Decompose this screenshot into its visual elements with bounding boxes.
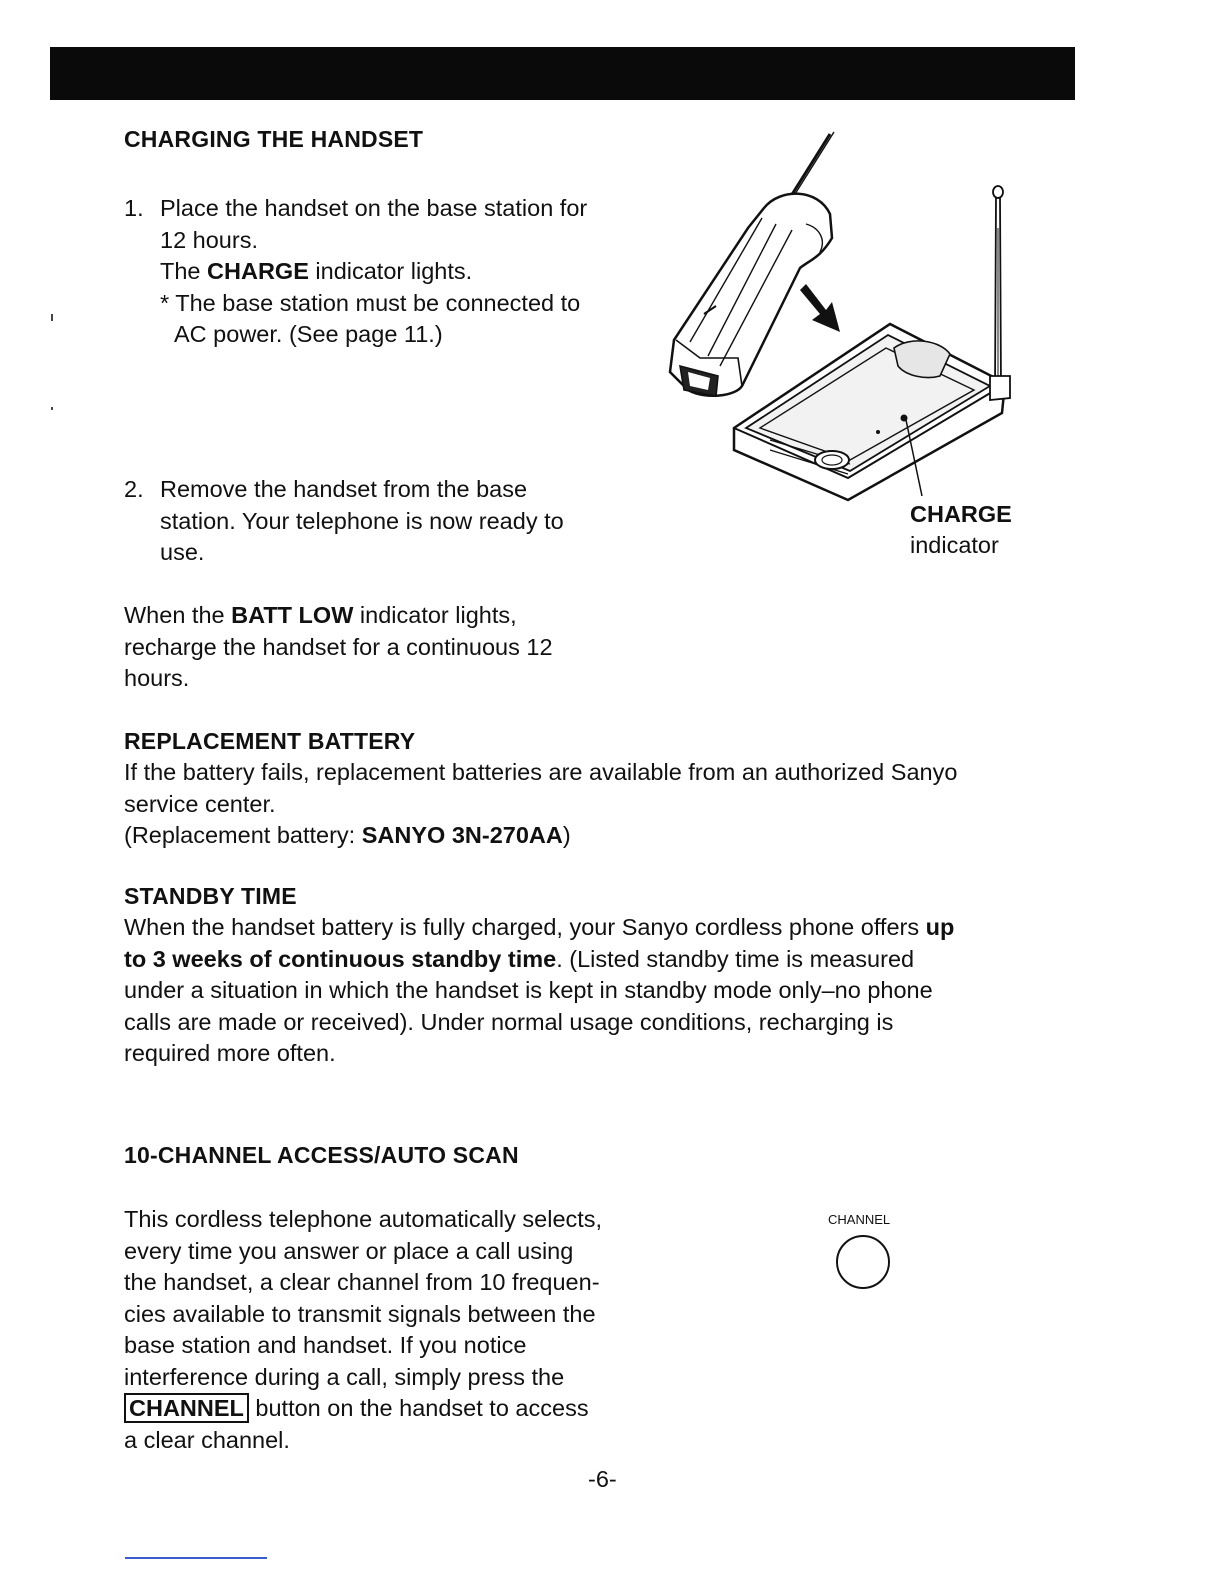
channel-paragraph	[124, 1204, 602, 1456]
scan-mark	[51, 407, 53, 410]
footer-rule	[125, 1557, 267, 1559]
standby-line: under a situation in which the handset is kept in standby mode only–no phone	[124, 977, 933, 1003]
text-fragment: )	[562, 822, 571, 848]
text-fragment: When the	[124, 602, 232, 628]
channel-line	[124, 1393, 602, 1425]
bold-term: up	[925, 914, 955, 940]
step-2-text	[160, 474, 564, 569]
step-1-note: AC power. (See page 11.)	[174, 321, 443, 347]
standby-line	[124, 912, 954, 944]
scan-mark	[51, 314, 53, 321]
batt-low-line	[124, 600, 553, 632]
channel-line: interference during a call, simply press the	[124, 1363, 565, 1390]
batt-low-line: recharge the handset for a continuous 12	[124, 633, 553, 660]
step-2-line: station. Your telephone is now ready to	[160, 507, 564, 534]
bold-term: SANYO 3N-270AA	[361, 822, 563, 848]
step-2-line: use.	[160, 539, 205, 565]
placement-arrow	[800, 284, 840, 332]
step-1-line: Place the handset on the base station for	[160, 195, 588, 221]
step-1-line	[160, 256, 587, 288]
channel-button-icon	[836, 1235, 890, 1289]
channel-line: a clear channel.	[124, 1426, 290, 1453]
text-fragment: . (Listed standby time is measured	[556, 945, 915, 972]
step-1-line: 12 hours.	[160, 226, 258, 253]
channel-line: cies available to transmit signals between the	[124, 1300, 596, 1327]
section-heading-charging: CHARGING THE HANDSET	[124, 126, 424, 152]
replacement-line: service center.	[124, 790, 276, 817]
channel-line: base station and handset. If you notice	[124, 1332, 527, 1358]
channel-button-label: CHANNEL	[828, 1212, 891, 1227]
step-1-note: * The base station must be connected to	[160, 289, 581, 316]
standby-paragraph	[124, 912, 954, 1070]
channel-line: every time you answer or place a call using	[124, 1237, 574, 1264]
page-number: -6-	[588, 1466, 617, 1492]
batt-low-paragraph	[124, 600, 553, 695]
standby-line	[124, 944, 954, 976]
caption-bold: CHARGE	[910, 501, 1012, 527]
channel-key-label: CHANNEL	[124, 1393, 249, 1423]
text-fragment: When the handset battery is fully charged, your Sanyo cordless phone offers	[124, 914, 926, 940]
step-1-number: 1.	[124, 195, 144, 221]
batt-low-line: hours.	[124, 665, 190, 691]
channel-line: This cordless telephone automatically selects,	[124, 1206, 603, 1232]
section-heading-channel: 10-CHANNEL ACCESS/AUTO SCAN	[124, 1142, 519, 1168]
channel-line: the handset, a clear channel from 10 frequen-	[124, 1269, 600, 1295]
text-fragment: indicator lights.	[308, 258, 473, 284]
bold-term: CHARGE	[207, 258, 309, 284]
section-heading-standby: STANDBY TIME	[124, 883, 297, 909]
step-1-text	[160, 193, 587, 351]
standby-line: calls are made or received). Under normal usage conditions, recharging is	[124, 1008, 894, 1035]
section-heading-replacement: REPLACEMENT BATTERY	[124, 728, 416, 754]
text-fragment: (Replacement battery:	[124, 822, 362, 848]
replacement-line	[124, 820, 957, 852]
text-fragment: button on the handset to access	[248, 1395, 589, 1421]
caption-text: indicator	[910, 532, 999, 558]
handset-base-illustration	[660, 128, 1020, 503]
replacement-paragraph	[124, 757, 957, 852]
header-bar	[50, 47, 1075, 100]
text-fragment: The	[160, 258, 208, 284]
replacement-line: If the battery fails, replacement batteries are available from an authorized Sanyo	[124, 759, 958, 785]
bold-term: to 3 weeks of continuous standby time	[124, 945, 557, 972]
step-2-line: Remove the handset from the base	[160, 476, 528, 502]
text-fragment: indicator lights,	[353, 602, 517, 628]
bold-term: BATT LOW	[231, 602, 354, 628]
handset	[670, 132, 834, 396]
base-button	[815, 451, 849, 469]
step-2-number: 2.	[124, 476, 144, 502]
standby-line: required more often.	[124, 1040, 336, 1066]
charge-indicator-caption	[910, 499, 1012, 561]
